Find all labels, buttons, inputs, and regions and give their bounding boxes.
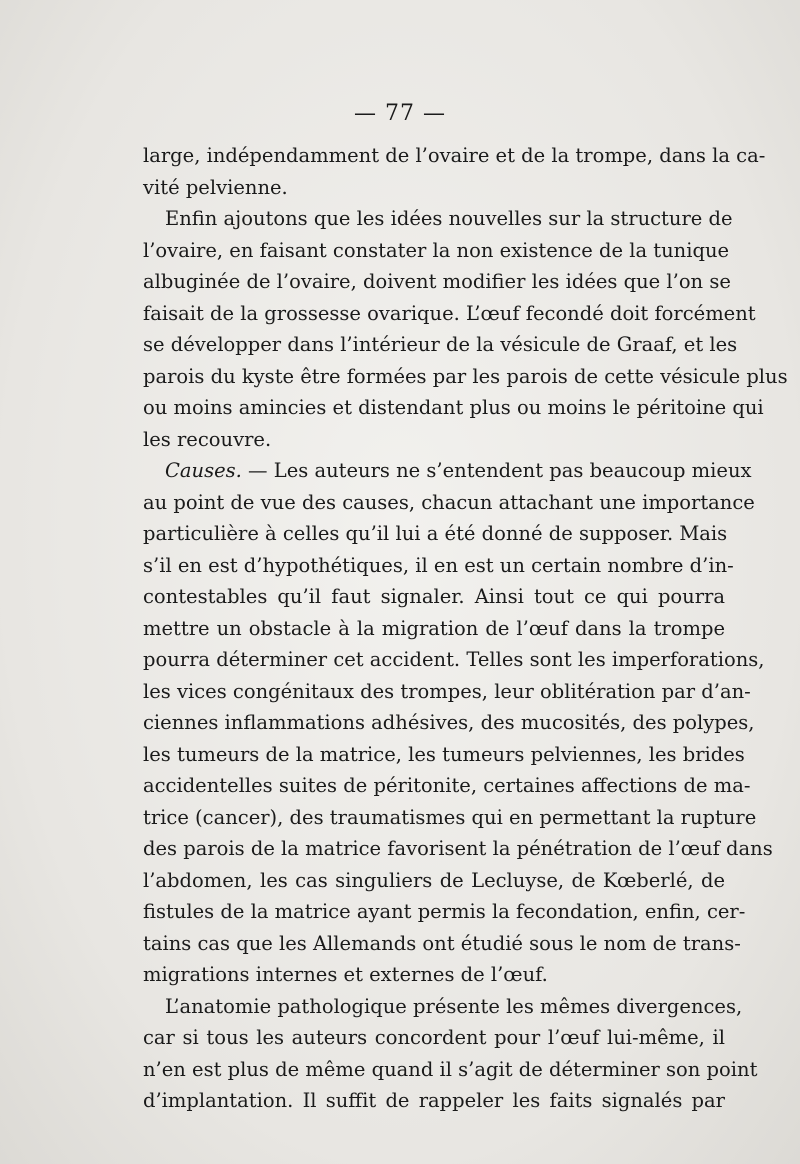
text-line: des parois de la matrice favorisent la pénétration de l’œuf dans [143, 837, 773, 860]
body-text [143, 140, 788, 1117]
text-line: mettre un obstacle à la migration de l’œuf dans la trompe [143, 616, 725, 640]
text-line: l’abdomen, les cas singuliers de Lecluyse, de Kœberlé, de [143, 868, 725, 892]
text-line: vité pelvienne. [143, 175, 288, 199]
text-line: albuginée de l’ovaire, doivent modifier les idées que l’on se [143, 270, 731, 293]
page-number: — 77 — [354, 101, 446, 126]
text-line: faisait de la grossesse ovarique. L’œuf fecondé doit forcément [143, 301, 756, 325]
paragraph-4 [143, 991, 758, 1117]
text-line: tains cas que les Allemands ont étudié sous le nom de trans- [143, 931, 741, 955]
text-line: n’en est plus de même quand il s’agit de déterminer son point [143, 1057, 758, 1081]
text-line: accidentelles suites de péritonite, certaines affections de ma- [143, 774, 751, 797]
text-line: car si tous les auteurs concordent pour l’œuf lui-même, il [143, 1026, 725, 1049]
text-line: l’ovaire, en faisant constater la non existence de la tunique [143, 238, 730, 262]
paragraph-1 [143, 140, 766, 203]
section-heading-causes: Causes. [165, 459, 242, 482]
text-line: particulière à celles qu’il lui a été donné de supposer. Mais [143, 522, 728, 545]
text-line: L’anatomie pathologique présente les mêmes divergences, [165, 994, 743, 1018]
text-line: ou moins amincies et distendant plus ou moins le péritoine qui [143, 396, 764, 419]
text-line: les tumeurs de la matrice, les tumeurs pelviennes, les brides [143, 742, 745, 766]
text-line: s’il en est d’hypothétiques, il en est un certain nombre d’in- [143, 553, 734, 577]
text-line: large, indépendamment de l’ovaire et de la trompe, dans la ca- [143, 144, 766, 167]
text-line: les recouvre. [143, 427, 272, 451]
paragraph-3 [143, 455, 773, 991]
text-line: se développer dans l’intérieur de la vésicule de Graaf, et les [143, 333, 738, 356]
text-line: trice (cancer), des traumatismes qui en permettant la rupture [143, 805, 757, 829]
text-line: les vices congénitaux des trompes, leur oblitération par d’an- [143, 679, 751, 703]
text-line: migrations internes et externes de l’œuf. [143, 963, 548, 986]
text-line: pourra déterminer cet accident. Telles sont les imperforations, [143, 648, 765, 671]
text-line: fistules de la matrice ayant permis la fecondation, enfin, cer- [143, 900, 746, 923]
text-line: d’implantation. Il suffit de rappeler les faits signalés par [143, 1089, 725, 1112]
text-line-continuation: — Les auteurs ne s’entendent pas beaucoup mieux [241, 459, 752, 482]
text-line: parois du kyste être formées par les parois de cette vésicule plus [143, 364, 788, 388]
text-line: ciennes inflammations adhésives, des mucosités, des polypes, [143, 711, 755, 734]
text-line: contestables qu’il faut signaler. Ainsi tout ce qui pourra [143, 585, 725, 608]
text-line: Enfin ajoutons que les idées nouvelles sur la structure de [165, 207, 733, 230]
text-line [143, 455, 752, 487]
paragraph-2 [143, 203, 788, 455]
text-line: au point de vue des causes, chacun attachant une importance [143, 490, 755, 514]
